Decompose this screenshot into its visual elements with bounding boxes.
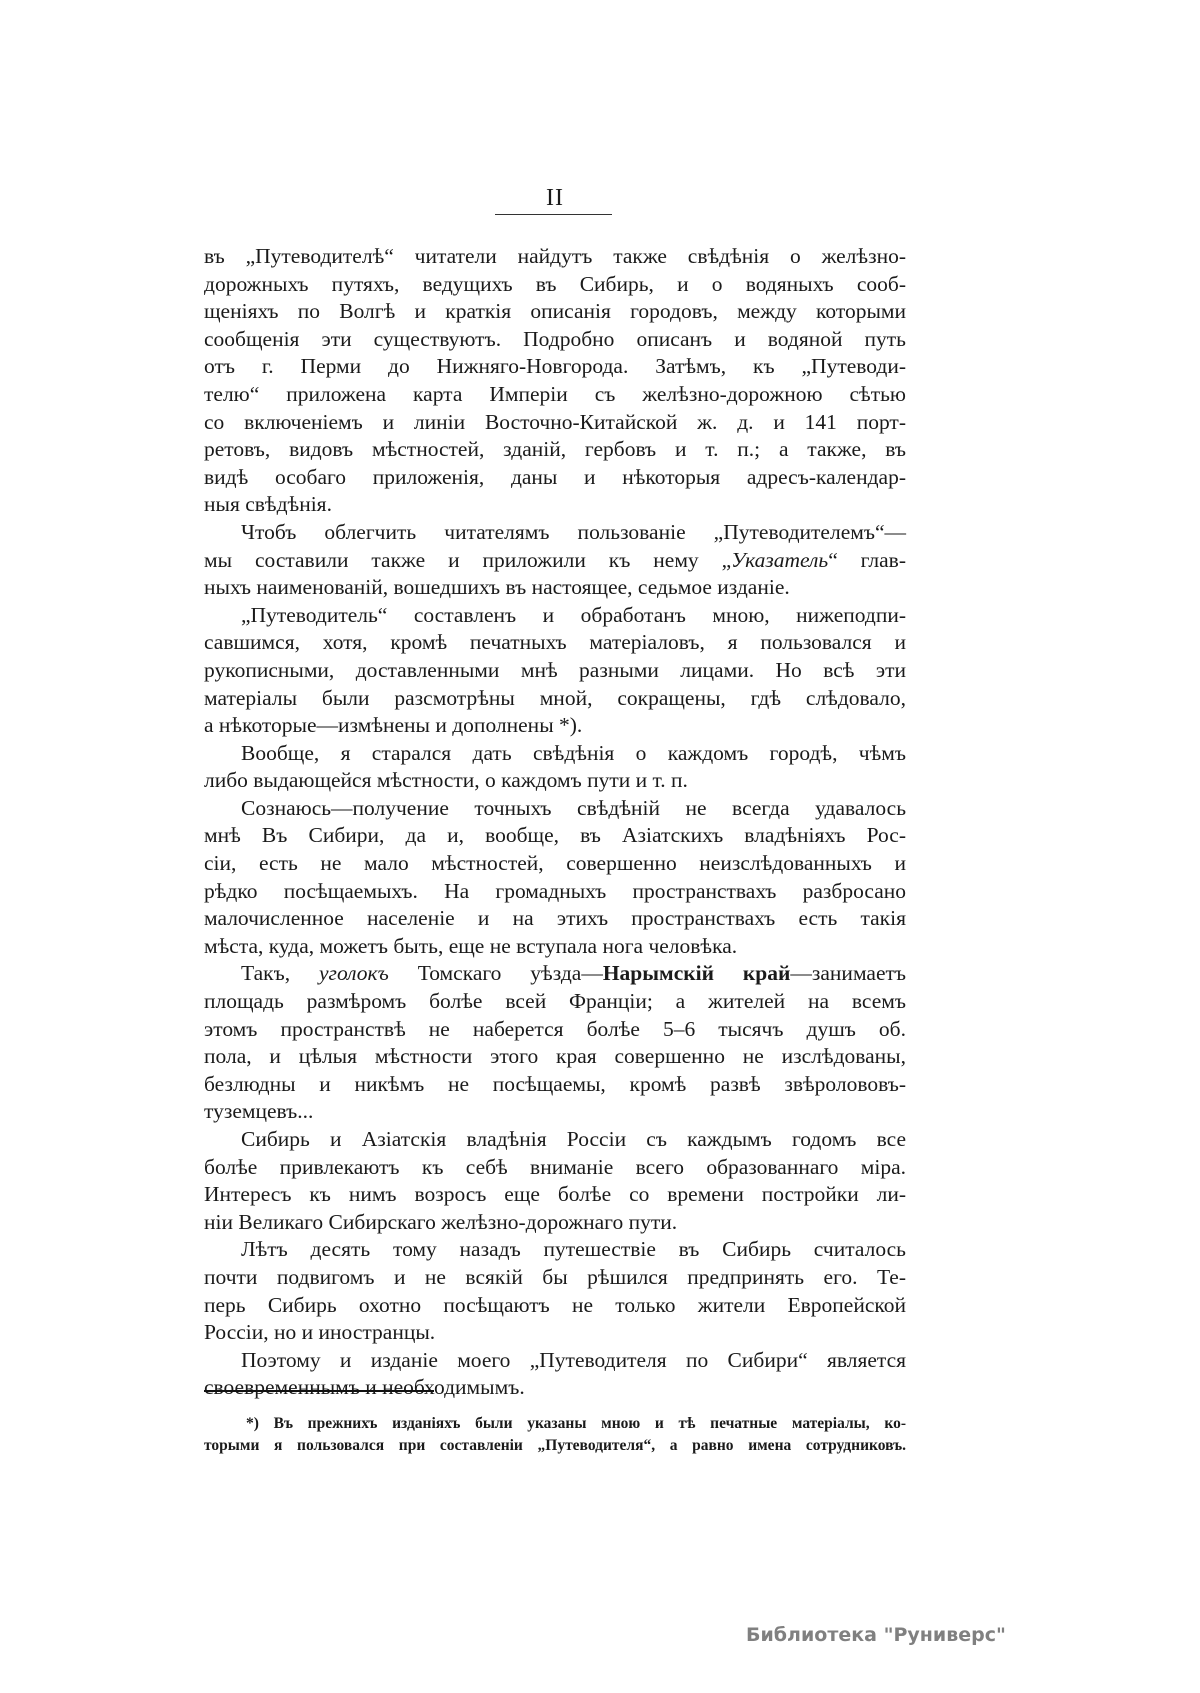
text-line: телю“ приложена карта Имперіи съ желѣзно-дорожною сѣтью bbox=[204, 381, 906, 406]
text-fragment: —занимаетъ bbox=[790, 961, 906, 986]
page-number: II bbox=[546, 185, 564, 211]
text-line: мнѣ Въ Сибири, да и, вообще, въ Азіатскихъ владѣніяхъ Рос- bbox=[204, 823, 906, 848]
italic-word: уголокъ bbox=[319, 961, 389, 986]
library-watermark: Библиотека "Руниверс" bbox=[746, 1624, 1006, 1646]
text-fragment: мы составили также и приложили къ нему „ bbox=[204, 547, 732, 572]
text-line: отъ г. Перми до Нижняго-Новгорода. Затѣмъ, къ „Путеводи- bbox=[204, 354, 906, 379]
text-fragment: Томскаго уѣзда— bbox=[388, 961, 603, 986]
text-line: Чтобъ облегчить читателямъ пользованіе „Путеводителемъ“— bbox=[241, 519, 906, 544]
text-line: матеріалы были разсмотрѣны мной, сокращены, гдѣ слѣдовало, bbox=[204, 685, 906, 710]
text-line: ніи Великаго Сибирскаго желѣзно-дорожнаго пути. bbox=[204, 1209, 678, 1234]
text-line: перь Сибирь охотно посѣщаютъ не только жители Европейской bbox=[204, 1292, 906, 1317]
body-text bbox=[204, 243, 906, 1402]
text-line: своевременнымъ и необходимымъ. bbox=[204, 1375, 525, 1400]
text-line: болѣе привлекаютъ къ себѣ вниманіе всего образованнаго міра. bbox=[204, 1154, 906, 1179]
text-line: Лѣтъ десять тому назадъ путешествіе въ Сибирь считалось bbox=[241, 1237, 906, 1262]
text-line: Интересъ къ нимъ возросъ еще болѣе со времени постройки ли- bbox=[204, 1182, 906, 1207]
text-line: малочисленное населеніе и на этихъ пространствахъ есть такія bbox=[204, 906, 906, 931]
text-line: рукописными, доставленными мнѣ разными лицами. Но всѣ эти bbox=[204, 657, 906, 682]
text-line: Вообще, я старался дать свѣдѣнія о каждомъ городѣ, чѣмъ bbox=[241, 740, 906, 765]
italic-word: Указатель bbox=[731, 547, 829, 572]
footnote-line: *) Въ прежнихъ изданіяхъ были указаны мною и тѣ печатные матеріалы, ко- bbox=[246, 1415, 906, 1432]
text-line: со включеніемъ и линіи Восточно-Китайской ж. д. и 141 порт- bbox=[204, 409, 906, 434]
text-line: щеніяхъ по Волгѣ и краткія описанія городовъ, между которыми bbox=[204, 299, 906, 324]
text-line: площадь размѣромъ болѣе всей Франціи; а жителей на всемъ bbox=[204, 989, 906, 1014]
text-line: Сознаюсь—получение точныхъ свѣдѣній не всегда удавалось bbox=[241, 795, 906, 820]
page-number-rule bbox=[495, 214, 612, 215]
text-line: мѣста, куда, можетъ быть, еще не вступала нога человѣка. bbox=[204, 933, 738, 958]
text-line: Поэтому и изданіе моего „Путеводителя по Сибири“ является bbox=[241, 1347, 906, 1372]
text-line: ныхъ наименованій, вошедшихъ въ настоящее, седьмое изданіе. bbox=[204, 575, 790, 600]
text-line: савшимся, хотя, кромѣ печатныхъ матеріаловъ, я пользовался и bbox=[204, 630, 906, 655]
emphasized-place-name: Нарымскій край bbox=[602, 961, 791, 986]
text-line: въ „Путеводителѣ“ читатели найдутъ также свѣдѣнія о желѣзно- bbox=[204, 244, 906, 268]
footnote bbox=[204, 1413, 906, 1457]
text-line: а нѣкоторые—измѣнены и дополнены *). bbox=[204, 713, 583, 738]
text-line: сіи, есть не мало мѣстностей, совершенно неизслѣдованныхъ и bbox=[204, 851, 906, 876]
text-fragment: “ глав- bbox=[828, 547, 906, 572]
text-line: этомъ пространствѣ не наберется болѣе 5–6 тысячъ душъ об. bbox=[204, 1016, 906, 1041]
text-fragment: Такъ, bbox=[241, 961, 320, 986]
text-line: дорожныхъ путяхъ, ведущихъ въ Сибирь, и о водяныхъ сооб- bbox=[204, 271, 906, 296]
text-line: почти подвигомъ и не всякій бы рѣшился предпринять его. Те- bbox=[204, 1264, 906, 1289]
text-line: ретовъ, видовъ мѣстностей, зданій, гербовъ и т. п.; а также, въ bbox=[204, 437, 906, 462]
text-line bbox=[204, 547, 906, 575]
text-line bbox=[204, 960, 906, 988]
text-line: либо выдающейся мѣстности, о каждомъ пути и т. п. bbox=[204, 768, 688, 793]
footnote-line: торыми я пользовался при составленіи „Путеводителя“, а равно имена сотрудниковъ. bbox=[204, 1437, 906, 1454]
text-line: туземцевъ... bbox=[204, 1099, 314, 1124]
text-line: сообщенія эти существуютъ. Подробно описанъ и водяной путь bbox=[204, 326, 906, 351]
text-line: Сибирь и Азіатскія владѣнія Россіи съ каждымъ годомъ все bbox=[241, 1127, 906, 1151]
text-line: ныя свѣдѣнія. bbox=[204, 492, 332, 517]
text-line: безлюдны и никѣмъ не посѣщаемы, кромѣ развѣ звѣролововъ- bbox=[204, 1071, 906, 1096]
text-line: рѣдко посѣщаемыхъ. На громадныхъ пространствахъ разбросано bbox=[204, 878, 906, 903]
text-line: „Путеводитель“ составленъ и обработанъ мною, нижеподпи- bbox=[241, 602, 906, 627]
text-line: видѣ особаго приложенія, даны и нѣкоторыя адресъ-календар- bbox=[204, 464, 906, 489]
text-line: пола, и цѣлыя мѣстности этого края совершенно не изслѣдованы, bbox=[204, 1044, 906, 1069]
text-line: Россіи, но и иностранцы. bbox=[204, 1320, 436, 1345]
footnote-divider bbox=[204, 1390, 434, 1392]
